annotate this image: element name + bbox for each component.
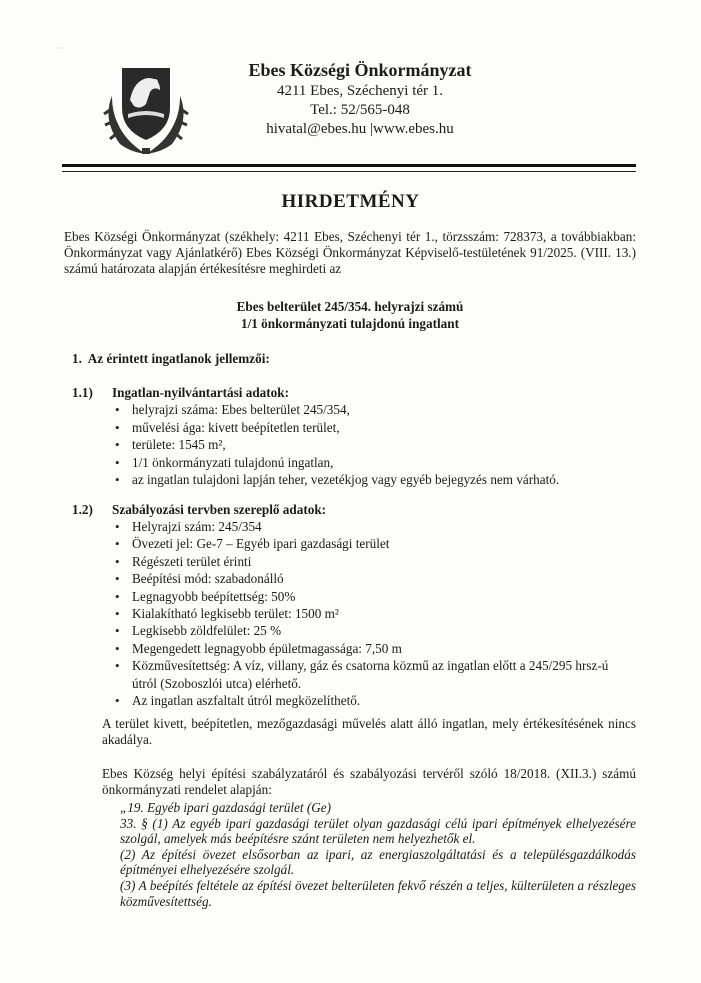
list-item: • Régészeti terület érinti bbox=[112, 553, 632, 570]
phone: Tel.: 52/565-048 bbox=[310, 102, 410, 118]
section-1-1-number: 1.1) bbox=[72, 385, 93, 400]
paragraph-sale-note: A terület kivett, beépítetlen, mezőgazdasági művelés alatt álló ingatlan, mely értékesítésének nincs akadálya. bbox=[102, 716, 636, 747]
list-item: • Megengedett legnagyobb épületmagassága: 7,50 m bbox=[112, 640, 632, 657]
header-divider-thick bbox=[62, 164, 636, 167]
letterhead bbox=[210, 58, 510, 139]
document-title: HIRDETMÉNY bbox=[281, 191, 420, 212]
regulation-quote bbox=[120, 800, 636, 909]
address: 4211 Ebes, Széchenyi tér 1. bbox=[276, 83, 444, 99]
paragraph-regulation-reference: Ebes Község helyi építési szabályzatáról és szabályozási tervéről szóló 18/2018. (XII.3.) számú önkormányzati rendelet alapján: bbox=[102, 766, 636, 797]
organization-name: Ebes Községi Önkormányzat bbox=[248, 60, 472, 80]
list-item: • művelési ága: kivett beépítetlen terület, bbox=[112, 419, 632, 437]
list-item: • az ingatlan tulajdoni lapján teher, vezetékjog vagy egyéb bejegyzés nem várható. bbox=[112, 471, 632, 489]
list-item: • Közművesítettség: A víz, villany, gáz és csatorna közmű az ingatlan előtt a 245/295 hrsz-ú útról (Szoboszlói utca) elérhető. bbox=[112, 657, 632, 692]
list-item: • Legnagyobb beépítettség: 50% bbox=[112, 588, 632, 605]
list-item: • területe: 1545 m², bbox=[112, 436, 632, 454]
list-item: • Beépítési mód: szabadonálló bbox=[112, 570, 632, 587]
quote-paragraph-3: (3) A beépítés feltétele az építési övezet belterületen fekvő részén a teljes, külterületen a részleges közművesítettség. bbox=[120, 877, 636, 909]
list-item: • Legkisebb zöldfelület: 25 % bbox=[112, 622, 632, 639]
subject-line-1: Ebes belterület 245/354. helyrajzi számú bbox=[236, 299, 464, 314]
section-title: Az érintett ingatlanok jellemzői: bbox=[87, 351, 270, 366]
quote-heading: „19. Egyéb ipari gazdasági terület (Ge) bbox=[120, 800, 331, 815]
scan-mark: · · bbox=[56, 44, 64, 53]
quote-paragraph-1: 33. § (1) Az egyéb ipari gazdasági terület olyan gazdasági célú ipari építmények elhelyezésére szolgál, amelyek más beépítésre szánt területen nem helyezhetők el. bbox=[120, 815, 636, 847]
contact-web: hivatal@ebes.hu |www.ebes.hu bbox=[266, 121, 454, 137]
list-item: • 1/1 önkormányzati tulajdonú ingatlan, bbox=[112, 454, 632, 472]
section-1-heading bbox=[72, 351, 270, 367]
list-item: • Az ingatlan aszfaltalt útról megközelíthető. bbox=[112, 692, 632, 709]
list-item: • helyrajzi száma: Ebes belterület 245/354, bbox=[112, 401, 632, 419]
section-1-2-heading: Szabályozási tervben szereplő adatok: bbox=[112, 502, 327, 517]
list-item: • Helyrajzi szám: 245/354 bbox=[112, 518, 632, 535]
zoning-plan-list bbox=[112, 518, 632, 709]
coat-of-arms-logo bbox=[100, 60, 192, 160]
intro-paragraph: Ebes Községi Önkormányzat (székhely: 4211 Ebes, Széchenyi tér 1., törzsszám: 728373, a továbbiakban: Önkormányzat vagy Ajánlatkérő) Ebes Községi Önkormányzat Képviselő-testületének 91/2025. (VIII. 13.) számú határozata alapján értékesítésre meghirdeti az bbox=[64, 229, 636, 276]
header-divider-thin bbox=[62, 171, 636, 172]
list-item: • Övezeti jel: Ge-7 – Egyéb ipari gazdasági terület bbox=[112, 535, 632, 552]
section-1-2-number: 1.2) bbox=[72, 502, 93, 517]
quote-paragraph-2: (2) Az építési övezet elsősorban az ipari, az energiaszolgáltatási és a településgazdálkodás építményei elhelyezésére szolgál. bbox=[120, 846, 636, 878]
section-number: 1. bbox=[72, 351, 82, 366]
land-registry-list bbox=[112, 401, 632, 489]
subject-line-2: 1/1 önkormányzati tulajdonú ingatlant bbox=[241, 316, 459, 331]
list-item: • Kialakítható legkisebb terület: 1500 m² bbox=[112, 605, 632, 622]
section-1-1-heading: Ingatlan-nyilvántartási adatok: bbox=[112, 385, 289, 400]
